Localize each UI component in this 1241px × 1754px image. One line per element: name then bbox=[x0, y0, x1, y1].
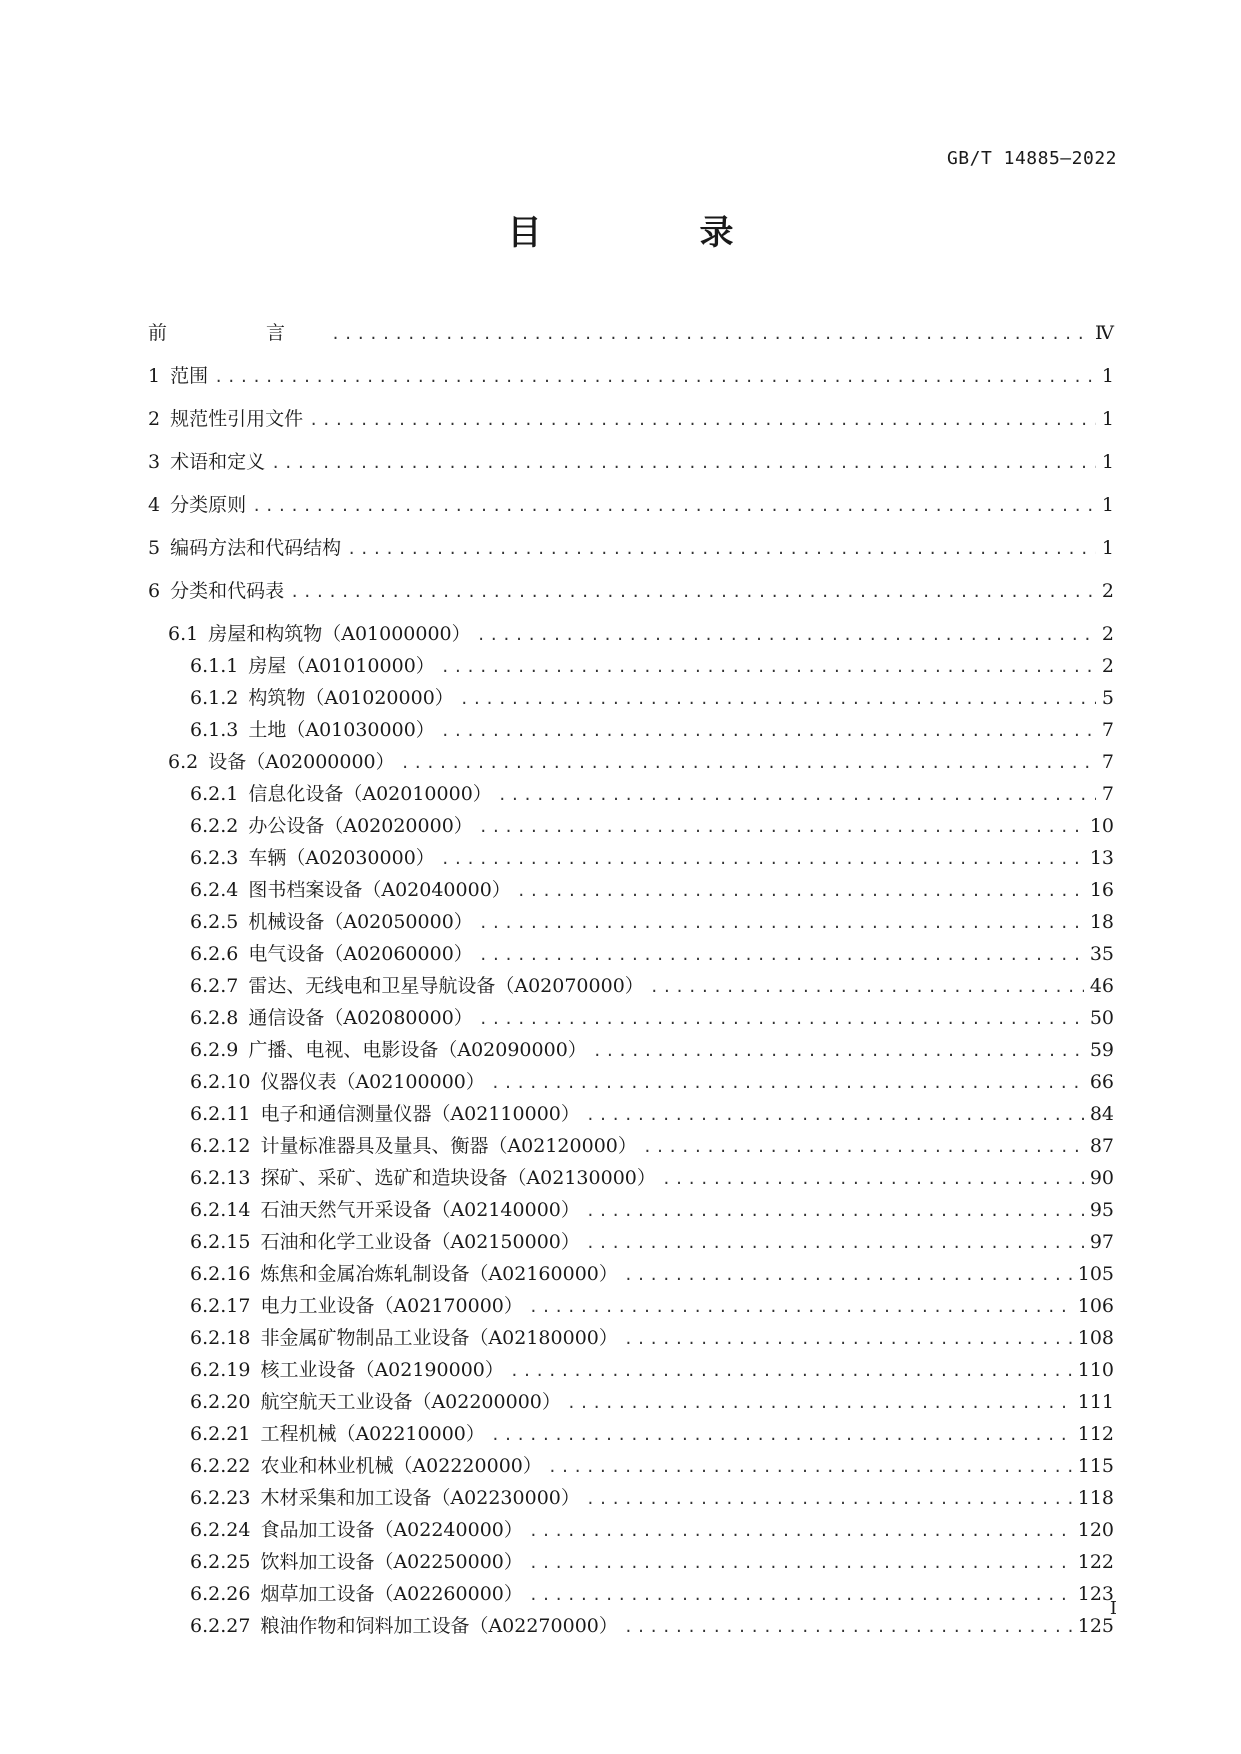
dot-leader bbox=[401, 748, 1096, 779]
dot-leader bbox=[529, 1292, 1072, 1323]
toc-entry-number: 3 bbox=[148, 451, 161, 473]
toc-entry-title bbox=[190, 939, 473, 970]
toc-entry-number: 5 bbox=[148, 537, 161, 559]
toc-entry-number: 6.2.4 bbox=[190, 879, 239, 901]
toc-entry-title bbox=[190, 1611, 618, 1642]
toc-entry-title bbox=[148, 576, 284, 607]
toc-entry[interactable] bbox=[148, 1003, 1114, 1035]
toc-entry-label: 前 言 bbox=[148, 322, 326, 344]
toc-entry-number: 6.1.1 bbox=[190, 655, 239, 677]
toc-entry-page: 120 bbox=[1077, 1519, 1114, 1541]
dot-leader bbox=[290, 577, 1096, 608]
toc-entry-title bbox=[190, 651, 435, 682]
toc-entry[interactable] bbox=[148, 1579, 1114, 1611]
toc-entry-title bbox=[168, 747, 395, 778]
toc-entry-page: 105 bbox=[1077, 1263, 1114, 1285]
toc-entry-title bbox=[190, 1163, 656, 1194]
toc-entry-title bbox=[148, 318, 325, 349]
toc-entry-page: 97 bbox=[1089, 1231, 1114, 1253]
toc-entry[interactable] bbox=[148, 1483, 1114, 1515]
toc-entry-label: 电气设备（A02060000） bbox=[248, 943, 473, 965]
dot-leader bbox=[214, 362, 1096, 393]
toc-entry[interactable] bbox=[148, 619, 1114, 651]
toc-entry-title bbox=[190, 1547, 523, 1578]
toc-entry-label: 烟草加工设备（A02260000） bbox=[260, 1583, 523, 1605]
toc-entry[interactable] bbox=[148, 1291, 1114, 1323]
dot-leader bbox=[441, 652, 1096, 683]
toc-entry-page: 1 bbox=[1101, 451, 1114, 473]
toc-entry-number: 6.2.17 bbox=[190, 1295, 251, 1317]
toc-entry-title bbox=[190, 1227, 580, 1258]
toc-entry-page: 10 bbox=[1089, 815, 1114, 837]
toc-entry[interactable] bbox=[148, 1451, 1114, 1483]
toc-entry-page: 122 bbox=[1077, 1551, 1114, 1573]
toc-entry-label: 图书档案设备（A02040000） bbox=[248, 879, 511, 901]
toc-entry-page: 66 bbox=[1089, 1071, 1114, 1093]
toc-entry-label: 农业和林业机械（A02220000） bbox=[260, 1455, 542, 1477]
toc-entry[interactable] bbox=[148, 1323, 1114, 1355]
toc-entry-title bbox=[190, 1323, 618, 1354]
toc-entry-page: 59 bbox=[1089, 1039, 1114, 1061]
toc-entry-title bbox=[190, 1099, 580, 1130]
toc-entry-label: 机械设备（A02050000） bbox=[248, 911, 473, 933]
toc-entry[interactable] bbox=[148, 1099, 1114, 1131]
toc-entry[interactable] bbox=[148, 361, 1114, 393]
toc-entry[interactable] bbox=[148, 843, 1114, 875]
toc-entry-title bbox=[190, 1387, 561, 1418]
toc-entry-label: 分类和代码表 bbox=[170, 580, 285, 602]
table-of-contents bbox=[148, 318, 1114, 1643]
toc-entry-label: 食品加工设备（A02240000） bbox=[260, 1519, 523, 1541]
dot-leader bbox=[491, 1068, 1084, 1099]
toc-entry-label: 核工业设备（A02190000） bbox=[260, 1359, 504, 1381]
dot-leader bbox=[586, 1228, 1084, 1259]
toc-entry-number: 6.2.14 bbox=[190, 1199, 251, 1221]
dot-leader bbox=[548, 1452, 1072, 1483]
toc-entry-page: Ⅳ bbox=[1095, 322, 1114, 344]
dot-leader bbox=[586, 1196, 1084, 1227]
dot-leader bbox=[529, 1548, 1072, 1579]
dot-leader bbox=[624, 1324, 1072, 1355]
toc-entry[interactable] bbox=[148, 1195, 1114, 1227]
toc-entry-title bbox=[190, 683, 454, 714]
dot-leader bbox=[252, 491, 1096, 522]
toc-entry-title bbox=[190, 875, 511, 906]
toc-entry-label: 通信设备（A02080000） bbox=[248, 1007, 473, 1029]
dot-leader bbox=[479, 812, 1084, 843]
toc-entry-page: 125 bbox=[1077, 1615, 1114, 1637]
toc-entry-number: 6.2.11 bbox=[190, 1103, 251, 1125]
toc-entry-number: 6.2.22 bbox=[190, 1455, 251, 1477]
dot-leader bbox=[331, 319, 1089, 350]
dot-leader bbox=[586, 1100, 1084, 1131]
toc-entry-page: 2 bbox=[1101, 580, 1114, 602]
dot-leader bbox=[479, 1004, 1084, 1035]
toc-entry-page: 95 bbox=[1089, 1199, 1114, 1221]
toc-entry-title bbox=[190, 1291, 523, 1322]
toc-entry-title bbox=[168, 619, 471, 650]
toc-entry-number: 6.2.10 bbox=[190, 1071, 251, 1093]
toc-entry-title bbox=[190, 843, 435, 874]
dot-leader bbox=[662, 1164, 1084, 1195]
toc-entry-label: 广播、电视、电影设备（A02090000） bbox=[248, 1039, 587, 1061]
toc-entry-page: 2 bbox=[1101, 623, 1114, 645]
toc-entry-title bbox=[190, 971, 644, 1002]
toc-entry-page: 115 bbox=[1077, 1455, 1114, 1477]
toc-entry-number: 6.2.9 bbox=[190, 1039, 239, 1061]
toc-entry-title bbox=[190, 1451, 542, 1482]
toc-entry-title bbox=[190, 715, 435, 746]
toc-entry-title bbox=[190, 1067, 485, 1098]
toc-entry-title bbox=[148, 361, 208, 392]
toc-entry[interactable] bbox=[148, 971, 1114, 1003]
toc-entry-number: 6.2.13 bbox=[190, 1167, 251, 1189]
dot-leader bbox=[441, 844, 1084, 875]
toc-entry-page: 7 bbox=[1101, 751, 1114, 773]
dot-leader bbox=[347, 534, 1096, 565]
page-number: Ⅰ bbox=[1109, 1598, 1117, 1619]
toc-entry-title bbox=[190, 907, 473, 938]
dot-leader bbox=[510, 1356, 1072, 1387]
toc-entry[interactable] bbox=[148, 1163, 1114, 1195]
toc-entry[interactable] bbox=[148, 1355, 1114, 1387]
toc-entry[interactable] bbox=[148, 811, 1114, 843]
toc-entry-label: 探矿、采矿、选矿和造块设备（A02130000） bbox=[260, 1167, 656, 1189]
dot-leader bbox=[529, 1580, 1072, 1611]
dot-leader bbox=[624, 1260, 1072, 1291]
toc-entry-title bbox=[190, 811, 473, 842]
dot-leader bbox=[271, 448, 1096, 479]
toc-entry-page: 1 bbox=[1101, 365, 1114, 387]
toc-entry-page: 111 bbox=[1077, 1391, 1114, 1413]
toc-entry-page: 90 bbox=[1089, 1167, 1114, 1189]
toc-entry-page: 108 bbox=[1077, 1327, 1114, 1349]
toc-entry-number: 4 bbox=[148, 494, 161, 516]
toc-entry[interactable] bbox=[148, 1611, 1114, 1643]
toc-entry-page: 5 bbox=[1101, 687, 1114, 709]
toc-entry-label: 饮料加工设备（A02250000） bbox=[260, 1551, 523, 1573]
toc-entry[interactable] bbox=[148, 715, 1114, 747]
toc-entry[interactable] bbox=[148, 404, 1114, 436]
toc-entry-number: 6.1 bbox=[168, 623, 199, 645]
toc-entry-label: 仪器仪表（A02100000） bbox=[260, 1071, 485, 1093]
toc-entry-title bbox=[148, 404, 303, 435]
toc-entry-number: 6.2.16 bbox=[190, 1263, 251, 1285]
toc-entry-title bbox=[190, 1035, 587, 1066]
toc-entry-title bbox=[148, 447, 265, 478]
toc-entry-number: 6.2.27 bbox=[190, 1615, 251, 1637]
toc-entry-label: 工程机械（A02210000） bbox=[260, 1423, 485, 1445]
toc-entry-number: 6.2.8 bbox=[190, 1007, 239, 1029]
toc-entry-label: 房屋（A01010000） bbox=[248, 655, 435, 677]
toc-entry-number: 6.2.20 bbox=[190, 1391, 251, 1413]
toc-entry-number: 6.2.23 bbox=[190, 1487, 251, 1509]
toc-entry-title bbox=[190, 1419, 485, 1450]
toc-entry-label: 术语和定义 bbox=[170, 451, 266, 473]
toc-entry-label: 电子和通信测量仪器（A02110000） bbox=[260, 1103, 580, 1125]
toc-entry[interactable] bbox=[148, 447, 1114, 479]
toc-entry[interactable] bbox=[148, 875, 1114, 907]
toc-entry-label: 炼焦和金属冶炼轧制设备（A02160000） bbox=[260, 1263, 618, 1285]
dot-leader bbox=[593, 1036, 1084, 1067]
toc-entry-number: 6.2.18 bbox=[190, 1327, 251, 1349]
toc-entry[interactable] bbox=[148, 1227, 1114, 1259]
toc-entry-number: 6.2.26 bbox=[190, 1583, 251, 1605]
toc-entry-label: 构筑物（A01020000） bbox=[248, 687, 454, 709]
toc-entry[interactable] bbox=[148, 318, 1114, 350]
toc-entry-number: 6.1.3 bbox=[190, 719, 239, 741]
dot-leader bbox=[491, 1420, 1072, 1451]
toc-entry-label: 车辆（A02030000） bbox=[248, 847, 435, 869]
toc-entry-number: 1 bbox=[148, 365, 161, 387]
toc-entry-title bbox=[148, 490, 246, 521]
toc-entry-number: 6.2.2 bbox=[190, 815, 239, 837]
toc-entry-number: 6.2.15 bbox=[190, 1231, 251, 1253]
toc-entry-title bbox=[190, 1515, 523, 1546]
toc-entry-label: 土地（A01030000） bbox=[248, 719, 435, 741]
toc-entry-page: 1 bbox=[1101, 494, 1114, 516]
dot-leader bbox=[517, 876, 1084, 907]
toc-entry-number: 6.2.12 bbox=[190, 1135, 251, 1157]
toc-entry[interactable] bbox=[148, 1067, 1114, 1099]
toc-entry-page: 16 bbox=[1089, 879, 1114, 901]
toc-entry-label: 电力工业设备（A02170000） bbox=[260, 1295, 523, 1317]
toc-entry-number: 6.2.24 bbox=[190, 1519, 251, 1541]
toc-entry-page: 7 bbox=[1101, 783, 1114, 805]
toc-entry[interactable] bbox=[148, 533, 1114, 565]
toc-entry[interactable] bbox=[148, 1131, 1114, 1163]
toc-entry-page: 87 bbox=[1089, 1135, 1114, 1157]
standard-code: GB/T 14885—2022 bbox=[946, 148, 1117, 169]
toc-entry-title bbox=[148, 533, 341, 564]
dot-leader bbox=[479, 940, 1084, 971]
toc-entry-page: 50 bbox=[1089, 1007, 1114, 1029]
dot-leader bbox=[477, 620, 1096, 651]
toc-entry-page: 2 bbox=[1101, 655, 1114, 677]
toc-entry[interactable] bbox=[148, 747, 1114, 779]
toc-entry-label: 分类原则 bbox=[170, 494, 247, 516]
toc-entry-page: 123 bbox=[1077, 1583, 1114, 1605]
toc-entry-page: 35 bbox=[1089, 943, 1114, 965]
toc-entry-title bbox=[190, 1003, 473, 1034]
dot-leader bbox=[650, 972, 1084, 1003]
toc-entry[interactable] bbox=[148, 683, 1114, 715]
toc-entry[interactable] bbox=[148, 1035, 1114, 1067]
toc-entry-page: 46 bbox=[1089, 975, 1114, 997]
toc-entry-number: 6.2.1 bbox=[190, 783, 239, 805]
toc-entry[interactable] bbox=[148, 651, 1114, 683]
toc-entry-label: 编码方法和代码结构 bbox=[170, 537, 342, 559]
toc-entry-number: 6.2.6 bbox=[190, 943, 239, 965]
toc-entry-title bbox=[190, 779, 492, 810]
toc-entry[interactable] bbox=[148, 939, 1114, 971]
toc-entry[interactable] bbox=[148, 907, 1114, 939]
toc-entry-label: 雷达、无线电和卫星导航设备（A02070000） bbox=[248, 975, 644, 997]
toc-entry-title bbox=[190, 1483, 580, 1514]
toc-entry-label: 木材采集和加工设备（A02230000） bbox=[260, 1487, 580, 1509]
dot-leader bbox=[643, 1132, 1084, 1163]
toc-entry-page: 110 bbox=[1077, 1359, 1114, 1381]
toc-entry-number: 6.2.7 bbox=[190, 975, 239, 997]
toc-entry-title bbox=[190, 1579, 523, 1610]
dot-leader bbox=[567, 1388, 1072, 1419]
toc-entry[interactable] bbox=[148, 1515, 1114, 1547]
toc-entry[interactable] bbox=[148, 490, 1114, 522]
dot-leader bbox=[498, 780, 1096, 811]
toc-entry[interactable] bbox=[148, 576, 1114, 608]
toc-entry-title bbox=[190, 1355, 504, 1386]
toc-entry-page: 1 bbox=[1101, 537, 1114, 559]
toc-entry-number: 2 bbox=[148, 408, 161, 430]
toc-entry-page: 18 bbox=[1089, 911, 1114, 933]
page-title: 目 录 bbox=[507, 213, 796, 253]
dot-leader bbox=[441, 716, 1096, 747]
toc-entry-number: 6.2 bbox=[168, 751, 199, 773]
dot-leader bbox=[479, 908, 1084, 939]
toc-entry-number: 6.1.2 bbox=[190, 687, 239, 709]
toc-entry-number: 6.2.3 bbox=[190, 847, 239, 869]
toc-entry-label: 设备（A02000000） bbox=[208, 751, 395, 773]
toc-entry-label: 计量标准器具及量具、衡器（A02120000） bbox=[260, 1135, 637, 1157]
toc-entry-label: 房屋和构筑物（A01000000） bbox=[208, 623, 471, 645]
toc-entry-label: 规范性引用文件 bbox=[170, 408, 304, 430]
toc-entry[interactable] bbox=[148, 1387, 1114, 1419]
toc-entry-page: 118 bbox=[1077, 1487, 1114, 1509]
toc-entry-page: 13 bbox=[1089, 847, 1114, 869]
toc-entry-title bbox=[190, 1195, 580, 1226]
toc-entry-label: 非金属矿物制品工业设备（A02180000） bbox=[260, 1327, 618, 1349]
toc-entry-page: 106 bbox=[1077, 1295, 1114, 1317]
toc-entry-number: 6.2.21 bbox=[190, 1423, 251, 1445]
toc-entry-title bbox=[190, 1259, 618, 1290]
toc-entry-label: 粮油作物和饲料加工设备（A02270000） bbox=[260, 1615, 618, 1637]
toc-entry-label: 航空航天工业设备（A02200000） bbox=[260, 1391, 561, 1413]
toc-entry-number: 6.2.19 bbox=[190, 1359, 251, 1381]
toc-entry-label: 石油天然气开采设备（A02140000） bbox=[260, 1199, 580, 1221]
toc-entry-label: 范围 bbox=[170, 365, 209, 387]
toc-entry[interactable] bbox=[148, 1419, 1114, 1451]
toc-entry-number: 6 bbox=[148, 580, 161, 602]
toc-entry-label: 石油和化学工业设备（A02150000） bbox=[260, 1231, 580, 1253]
toc-entry[interactable] bbox=[148, 1259, 1114, 1291]
dot-leader bbox=[460, 684, 1096, 715]
toc-entry-label: 信息化设备（A02010000） bbox=[248, 783, 492, 805]
toc-entry-label: 办公设备（A02020000） bbox=[248, 815, 473, 837]
toc-entry-page: 112 bbox=[1077, 1423, 1114, 1445]
toc-entry-page: 7 bbox=[1101, 719, 1114, 741]
toc-entry-page: 1 bbox=[1101, 408, 1114, 430]
toc-entry[interactable] bbox=[148, 779, 1114, 811]
dot-leader bbox=[586, 1484, 1072, 1515]
toc-entry-number: 6.2.25 bbox=[190, 1551, 251, 1573]
dot-leader bbox=[309, 405, 1096, 436]
dot-leader bbox=[624, 1612, 1072, 1643]
toc-entry-page: 84 bbox=[1089, 1103, 1114, 1125]
toc-entry-title bbox=[190, 1131, 637, 1162]
toc-entry[interactable] bbox=[148, 1547, 1114, 1579]
dot-leader bbox=[529, 1516, 1072, 1547]
toc-entry-number: 6.2.5 bbox=[190, 911, 239, 933]
